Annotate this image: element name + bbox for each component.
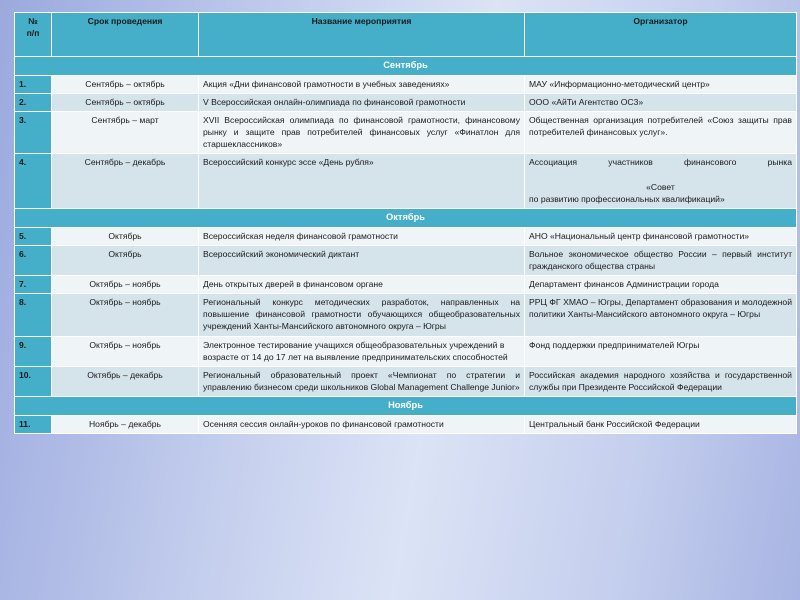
row-term: Октябрь – ноябрь: [52, 337, 198, 366]
column-header-number-line2: п/п: [26, 28, 40, 39]
row-organizer: ООО «АйТи Агентство ОС3»: [525, 94, 796, 111]
row-organizer-line2: «Совет: [646, 181, 675, 192]
table-row: [15, 228, 796, 245]
month-label-september: Сентябрь: [15, 57, 796, 75]
row-term: Сентябрь – март: [52, 112, 198, 153]
row-organizer: Российская академия народного хозяйства и государственной службы при Президенте Российской Федерации: [525, 367, 796, 396]
table-row: [15, 246, 796, 275]
row-event: V Всероссийская онлайн-олимпиада по финансовой грамотности: [199, 94, 524, 111]
row-organizer: МАУ «Информационно-методический центр»: [525, 76, 796, 93]
table-row: [15, 112, 796, 153]
column-header-number: [15, 13, 51, 56]
month-band-september: [15, 57, 796, 75]
row-number: 10.: [15, 367, 51, 396]
row-event: Всероссийский конкурс эссе «День рубля»: [199, 154, 524, 207]
row-number: 4.: [15, 154, 51, 207]
row-number: 2.: [15, 94, 51, 111]
month-band-october: [15, 209, 796, 227]
table-row: [15, 154, 796, 207]
row-organizer: [525, 154, 796, 207]
row-organizer: Департамент финансов Администрации города: [525, 276, 796, 293]
row-number: 5.: [15, 228, 51, 245]
row-term: Октябрь: [52, 228, 198, 245]
row-event: Региональный образовательный проект «Чемпионат по стратегии и управлению бизнесом среди школьников Global Management Challenge Junior»: [199, 367, 524, 396]
table-row: [15, 337, 796, 366]
table-row: [15, 94, 796, 111]
row-event: Электронное тестирование учащихся общеобразовательных учреждений в возрасте от 14 до 17 лет на выявление предпринимательских способностей: [199, 337, 524, 366]
row-organizer-line1: Ассоциация участников финансового рынка: [529, 157, 792, 168]
row-term: Сентябрь – декабрь: [52, 154, 198, 207]
row-event: Акция «Дни финансовой грамотности в учебных заведениях»: [199, 76, 524, 93]
row-number: 8.: [15, 294, 51, 335]
row-term: Октябрь – ноябрь: [52, 294, 198, 335]
row-term: Октябрь – ноябрь: [52, 276, 198, 293]
row-term: Октябрь – декабрь: [52, 367, 198, 396]
row-organizer: АНО «Национальный центр финансовой грамотности»: [525, 228, 796, 245]
table-header: [15, 13, 796, 56]
row-number: 6.: [15, 246, 51, 275]
table-row: [15, 276, 796, 293]
row-number: 3.: [15, 112, 51, 153]
row-number: 11.: [15, 416, 51, 433]
row-event: Всероссийский экономический диктант: [199, 246, 524, 275]
table-row: [15, 367, 796, 396]
row-organizer: РРЦ ФГ ХМАО – Югры, Департамент образования и молодежной политики Ханты-Мансийского автономного округа – Югры: [525, 294, 796, 335]
row-term: Октябрь: [52, 246, 198, 275]
table-row: [15, 416, 796, 433]
row-term: Сентябрь – октябрь: [52, 76, 198, 93]
column-header-number-line1: №: [28, 16, 38, 26]
row-organizer: Фонд поддержки предпринимателей Югры: [525, 337, 796, 366]
table-body: [15, 57, 796, 433]
column-header-organizer: Организатор: [525, 13, 796, 56]
row-organizer: Центральный банк Российской Федерации: [525, 416, 796, 433]
column-header-term: Срок проведения: [52, 13, 198, 56]
column-header-event: Название мероприятия: [199, 13, 524, 56]
row-term: Ноябрь – декабрь: [52, 416, 198, 433]
row-event: XVII Всероссийская олимпиада по финансовой грамотности, финансовому рынку и защите прав потребителей финансовых услуг «Финатлон для старшеклассников»: [199, 112, 524, 153]
row-event: Всероссийская неделя финансовой грамотности: [199, 228, 524, 245]
month-label-october: Октябрь: [15, 209, 796, 227]
row-event: Осенняя сессия онлайн-уроков по финансовой грамотности: [199, 416, 524, 433]
header-row: [15, 13, 796, 56]
row-organizer-line3: по развитию профессиональных квалификаций»: [529, 193, 725, 204]
row-number: 9.: [15, 337, 51, 366]
month-band-november: [15, 397, 796, 415]
table-row: [15, 76, 796, 93]
events-schedule-table: [14, 12, 797, 434]
row-number: 1.: [15, 76, 51, 93]
row-term: Сентябрь – октябрь: [52, 94, 198, 111]
row-number: 7.: [15, 276, 51, 293]
row-event: Региональный конкурс методических разработок, направленных на повышение финансовой грамотности обучающихся общеобразовательных учреждений Ханты-Мансийского автономного округа – Югры: [199, 294, 524, 335]
row-organizer: Общественная организация потребителей «Союз защиты прав потребителей финансовых услуг».: [525, 112, 796, 153]
row-organizer: Вольное экономическое общество России – первый институт гражданского общества страны: [525, 246, 796, 275]
row-event: День открытых дверей в финансовом органе: [199, 276, 524, 293]
table-row: [15, 294, 796, 335]
month-label-november: Ноябрь: [15, 397, 796, 415]
